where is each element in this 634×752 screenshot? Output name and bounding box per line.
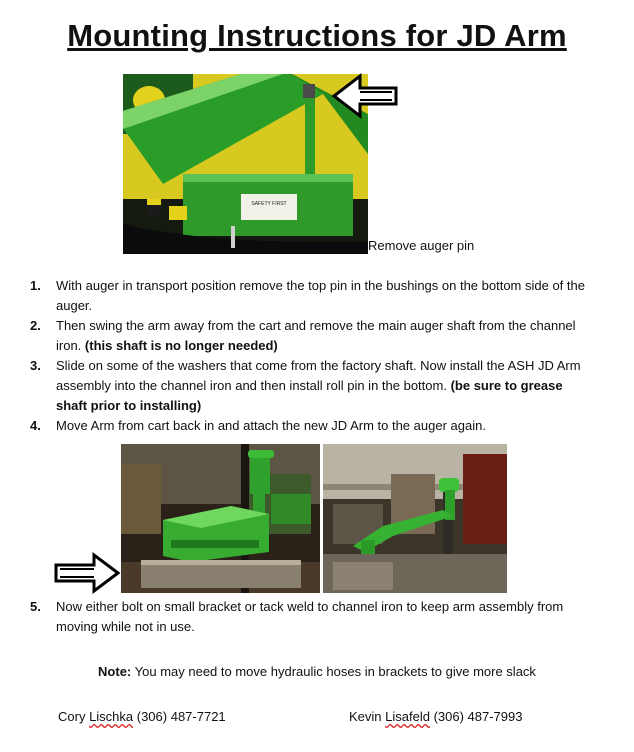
page-title: Mounting Instructions for JD Arm — [67, 18, 567, 53]
instruction-steps-continued — [30, 597, 595, 637]
pointer-arrow-left-icon — [52, 552, 122, 594]
instruction-steps — [30, 276, 595, 436]
arm-assembly-photo — [121, 444, 320, 593]
note: Note: You may need to move hydraulic hoses in brackets to give more slack — [98, 664, 536, 679]
step-5: 5. Now either bolt on small bracket or tack weld to channel iron to keep arm assembly from moving while not in use. — [30, 599, 564, 634]
safety-decal — [241, 194, 297, 220]
step-4: 4. Move Arm from cart back in and attach the new JD Arm to the auger again. — [30, 418, 486, 433]
pointer-arrow-icon — [330, 72, 400, 120]
step-2: 2. Then swing the arm away from the cart and remove the main auger shaft from the channel iron. (this shaft is no longer needed) — [30, 318, 576, 353]
figure-caption: Remove auger pin — [368, 238, 475, 253]
step-1: 1. With auger in transport position remove the top pin in the bushings on the bottom side of the auger. — [30, 278, 585, 313]
step-3: 3. Slide on some of the washers that come from the factory shaft. Now install the ASH JD Arm assembly into the channel iron and then install roll pin in the bottom. (be sure to grease shaft prior to installing) — [30, 358, 581, 413]
contact-cory: Cory Lischka (306) 487-7721 — [58, 709, 226, 724]
contact-kevin: Kevin Lisafeld (306) 487-7993 — [349, 709, 523, 724]
installed-arm-photo — [323, 444, 507, 593]
svg-text:SAFETY FIRST: SAFETY FIRST — [251, 201, 287, 207]
